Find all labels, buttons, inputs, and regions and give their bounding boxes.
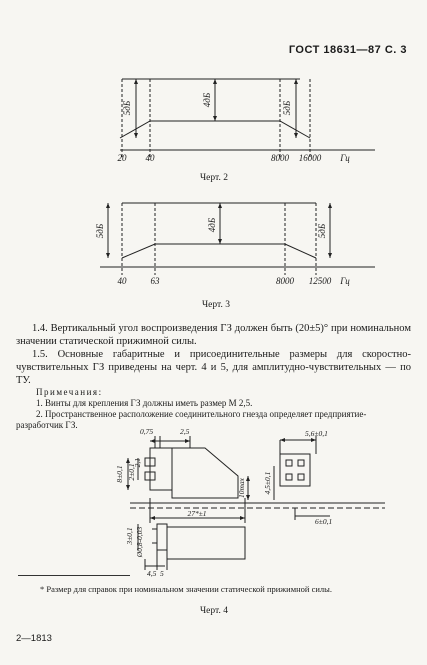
footnote-separator — [18, 575, 130, 576]
fig4-label-6: 6±0,1 — [315, 517, 333, 526]
fig4-label-56: 5,6±0,1 — [305, 429, 328, 438]
fig4-cartridge-body — [172, 448, 238, 498]
fig4-label-21: 2,1 — [133, 458, 142, 468]
paragraph-1-4: 1.4. Вертикальный угол воспроизведения ГЗ должен быть (20±5)° при номинальном значении статической прижимной силы. — [16, 323, 411, 347]
notes-block — [16, 387, 411, 431]
fig4-label-08: Ø0,8-0,03 — [135, 526, 144, 558]
notes-heading: Примечания: — [36, 387, 103, 397]
paragraph-1-5: 1.5. Основные габаритные и присоединительные размеры для скоростно-чувствительных ГЗ приведены на черт. 4 и 5, для амплитудно-чувствительных — по ТУ. — [16, 349, 411, 386]
fig4-connector-block — [150, 448, 172, 490]
fig3-lower-limit-line — [122, 244, 316, 258]
fig2-x-tick-label: 8000 — [271, 153, 289, 163]
figure-3-frequency-response — [0, 195, 427, 295]
fig2-unit-label: Гц — [340, 153, 350, 163]
fig2-lower-limit-line — [120, 121, 310, 138]
fig2-x-tick-label: 20 — [117, 153, 127, 163]
page-number: 2—1813 — [16, 633, 52, 644]
fig3-x-tick-label: 63 — [150, 276, 160, 286]
fig4-label-10max: 10max — [237, 478, 246, 498]
fig2-x-tick-label: 16000 — [298, 153, 322, 163]
fig4-socket-hole — [286, 474, 292, 480]
fig3-right-dim-label: 5дБ — [317, 223, 327, 239]
fig3-mid-dim-label: 4дБ — [207, 217, 217, 233]
fig4-socket-hole — [286, 460, 292, 466]
fig4-label-45: 4,5 — [147, 569, 157, 578]
fig4-label-075: 0,75 — [140, 428, 154, 436]
fig3-x-tick-label: 40 — [117, 276, 127, 286]
note-1: 1. Винты для крепления ГЗ должны иметь размер М 2,5. — [36, 398, 253, 408]
figure-4-caption: Черт. 4 — [200, 606, 228, 616]
fig4-label-2: 2±0,1 — [127, 463, 136, 481]
body-paragraphs — [16, 322, 411, 387]
figure-4-technical-drawing — [0, 428, 427, 578]
fig2-right-dim-label: 5дБ — [282, 100, 292, 116]
fig4-label-8: 8±0,1 — [115, 465, 124, 483]
page-header: ГОСТ 18631—87 С. 3 — [288, 44, 407, 56]
note-2: 2. Пространственное расположение соединительного гнезда определяет предприятие-разработчик ГЗ. — [16, 409, 367, 430]
fig4-label-25: 2,5 — [180, 428, 190, 436]
figure-2-caption: Черт. 2 — [200, 173, 228, 183]
fig3-unit-label: Гц — [340, 276, 350, 286]
footnote-text: * Размер для справок при номинальном значении статической прижимной силы. — [40, 584, 332, 594]
figure-3-caption: Черт. 3 — [202, 300, 230, 310]
fig4-side-body — [167, 527, 245, 559]
fig3-left-dim-label: 5дБ — [95, 223, 105, 239]
fig4-label-5: 5 — [160, 569, 164, 578]
fig2-x-tick-label: 40 — [145, 153, 155, 163]
fig4-label-27: 27*±1 — [187, 509, 207, 518]
fig4-socket-hole — [298, 460, 304, 466]
fig4-side-pin-block — [157, 524, 167, 550]
fig2-left-dim-label: 5дБ — [122, 100, 132, 116]
fig4-label-45b: 4,5±0,1 — [263, 471, 272, 495]
fig3-x-tick-label: 12500 — [308, 276, 332, 286]
figure-2-frequency-response — [0, 60, 427, 180]
fig3-x-tick-label: 8000 — [276, 276, 294, 286]
fig2-mid-dim-label: 4дБ — [202, 92, 212, 108]
footnote — [16, 584, 411, 595]
fig4-socket-hole — [298, 474, 304, 480]
fig4-socket-view — [280, 454, 310, 486]
fig4-label-31: 3±0,1 — [125, 527, 134, 545]
